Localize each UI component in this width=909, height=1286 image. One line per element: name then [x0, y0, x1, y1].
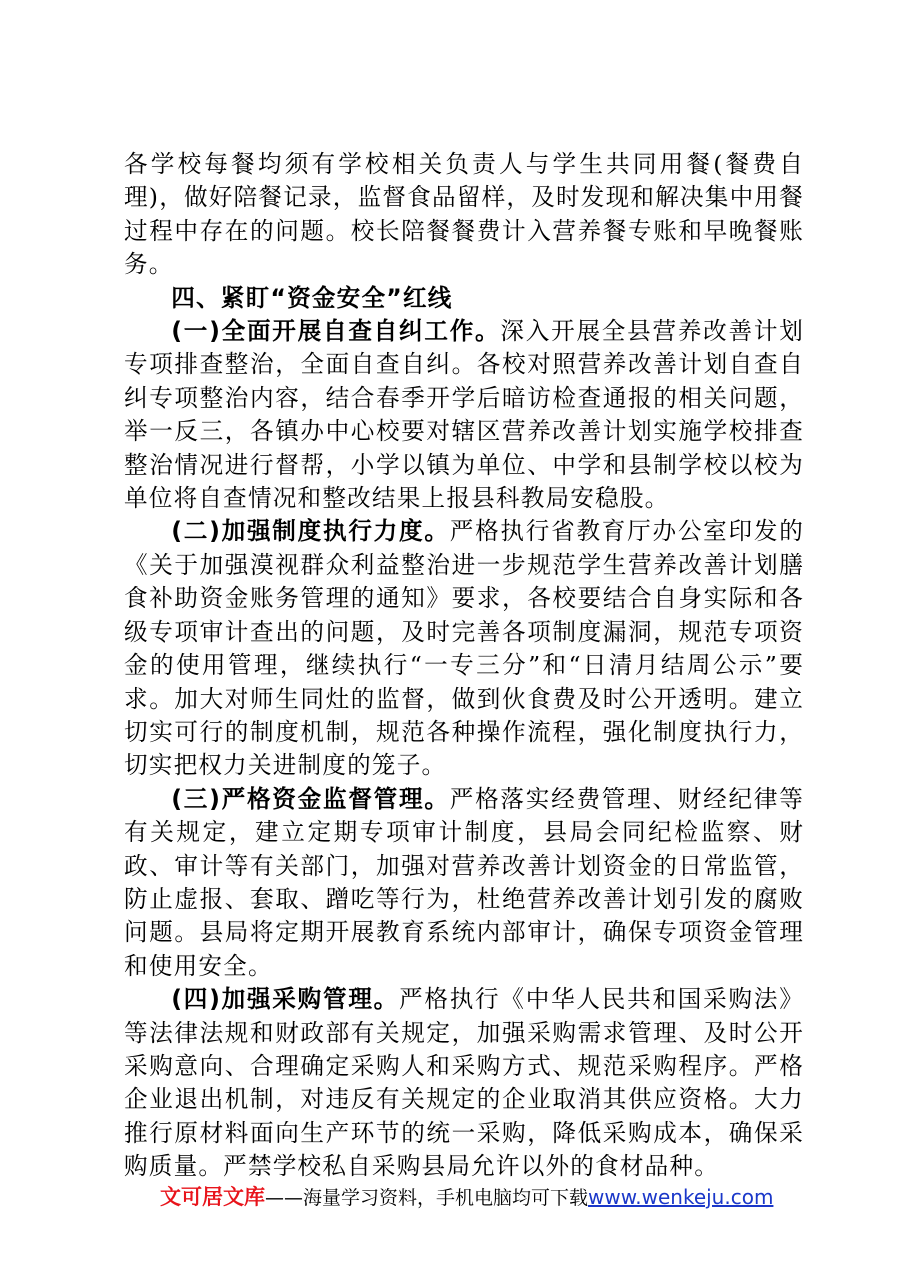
paragraph-system-enforcement	[124, 515, 804, 782]
paragraph-lead: (二)加强制度执行力度。	[171, 517, 450, 546]
paragraph-lead: (四)加强采购管理。	[171, 985, 400, 1014]
paragraph-fund-supervision	[124, 783, 804, 983]
paragraph-text: 严格落实经费管理、财经纪律等有关规定，建立定期专项审计制度，县局会同纪检监察、财政、审计等有关部门，加强对营养改善计划资金的日常监管，防止虚报、套取、蹭吃等行为，杜绝营养改善计划引发的腐败问题。县局将定期开展教育系统内部审计，确保专项资金管理和使用安全。	[124, 784, 804, 980]
document-body	[124, 148, 804, 1184]
paragraph-text: 深入开展全县营养改善计划专项排查整治，全面自查自纠。各校对照营养改善计划自查自纠专项整治内容，结合春季开学后暗访检查通报的相关问题，举一反三，各镇办中心校要对辖区营养改善计划实施学校排查整治情况进行督帮，小学以镇为单位、中学和县制学校以校为单位将自查情况和整改结果上报县科教局安稳股。	[124, 317, 804, 513]
footer-description: ——海量学习资料，手机电脑均可下载	[265, 1187, 589, 1209]
paragraph-lead: (一)全面开展自查自纠工作。	[171, 317, 501, 346]
footer-banner	[160, 1184, 800, 1211]
paragraph-text: 严格执行省教育厅办公室印发的《关于加强漠视群众利益整治进一步规范学生营养改善计划膳食补助资金账务管理的通知》要求，各校要结合自身实际和各级专项审计查出的问题，及时完善各项制度漏洞，规范专项资金的使用管理，继续执行“一专三分”和“日清月结周公示”要求。加大对师生同灶的监督，做到伙食费及时公开透明。建立切实可行的制度机制，规范各种操作流程，强化制度执行力，切实把权力关进制度的笼子。	[124, 517, 804, 780]
paragraph-text: 各学校每餐均须有学校相关负责人与学生共同用餐(餐费自理)，做好陪餐记录，监督食品留样，及时发现和解决集中用餐过程中存在的问题。校长陪餐餐费计入营养餐专账和早晚餐账务。	[124, 150, 804, 279]
footer-brand: 文可居文库	[160, 1185, 265, 1209]
paragraph-meal-duty	[124, 148, 804, 282]
section-heading-fund-safety: 四、紧盯“资金安全”红线	[171, 283, 453, 312]
paragraph-self-inspection	[124, 315, 804, 515]
paragraph-lead: (三)严格资金监督管理。	[171, 784, 450, 813]
footer-website-link[interactable]: www.wenkeju.com	[588, 1185, 774, 1209]
paragraph-procurement	[124, 983, 804, 1183]
paragraph-text: 严格执行《中华人民共和国采购法》等法律法规和财政部有关规定，加强采购需求管理、及时公开采购意向、合理确定采购人和采购方式、规范采购程序。严格企业退出机制，对违反有关规定的企业取消其供应资格。大力推行原材料面向生产环节的统一采购，降低采购成本，确保采购质量。严禁学校私自采购县局允许以外的食材品种。	[124, 985, 804, 1181]
